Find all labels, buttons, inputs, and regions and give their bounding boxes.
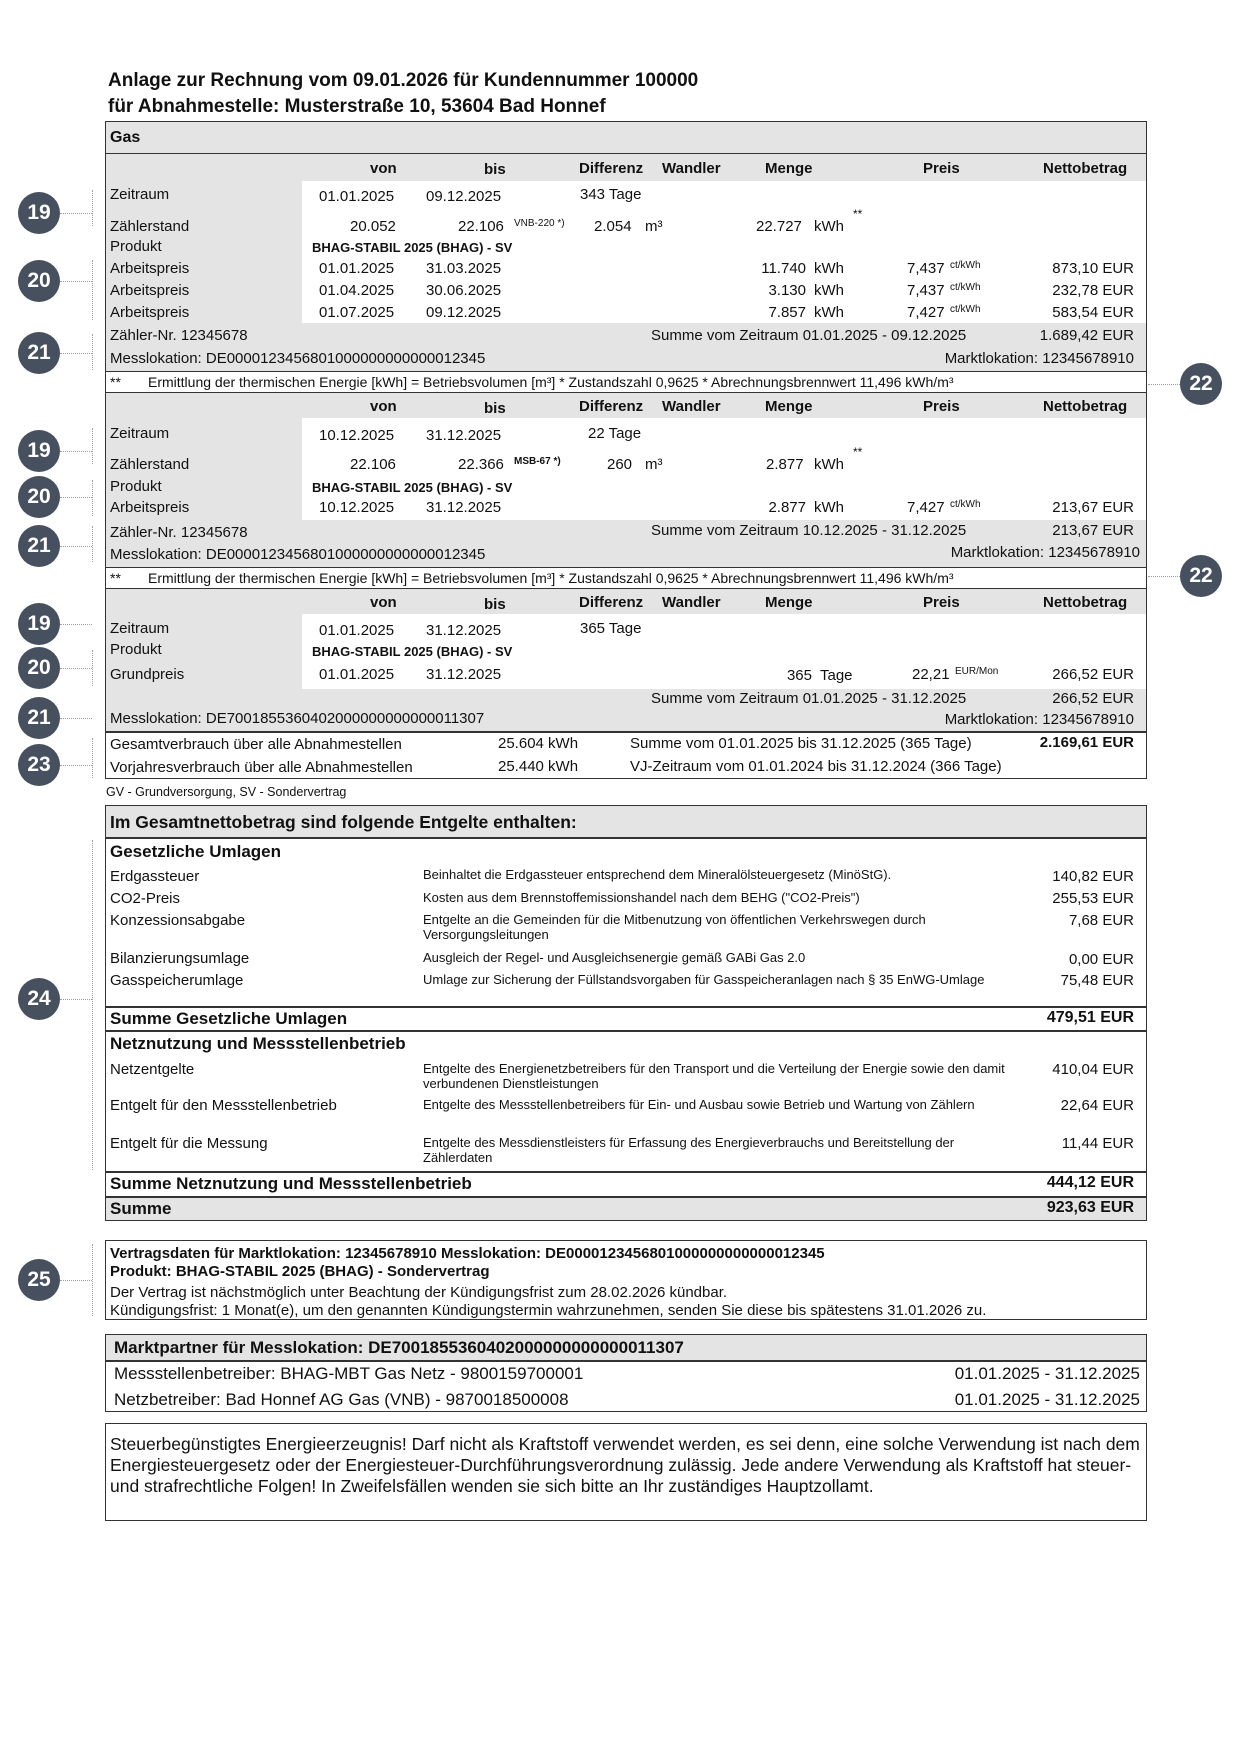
- messstellenbetreiber: Messstellenbetreiber: BHAG-MBT Gas Netz - 9800159700001: [114, 1364, 584, 1383]
- zeitraum-von: 01.01.2025: [319, 188, 395, 205]
- vorjahresverbrauch-value: 25.440 kWh: [498, 758, 579, 775]
- zaehlerstand-menge-unit: kWh: [814, 218, 844, 235]
- zaehlerstand-stars: **: [853, 207, 863, 221]
- vertragsdaten-produkt: Produkt: BHAG-STABIL 2025 (BHAG) - Sondervertrag: [110, 1263, 490, 1280]
- col-von: von: [370, 160, 397, 177]
- col-bis: bis: [484, 161, 506, 178]
- summe-zeitraum-label: Summe vom Zeitraum 01.01.2025 - 09.12.2025: [651, 327, 967, 344]
- entgelte-summe: 923,63 EUR: [1046, 1199, 1134, 1216]
- marktpartner-title: Marktpartner für Messlokation: DE7001855360402000000000000011307: [114, 1338, 684, 1357]
- netz-summe: 444,12 EUR: [1046, 1174, 1134, 1191]
- netzbetreiber-period: 01.01.2025 - 31.12.2025: [954, 1390, 1140, 1409]
- zeitraum-label: Zeitraum: [110, 186, 170, 203]
- col-preis: Preis: [923, 160, 960, 177]
- zaehlerstand-unit: m³: [645, 218, 663, 235]
- produkt-name: BHAG-STABIL 2025 (BHAG) - SV: [312, 240, 513, 255]
- gas-title: Gas: [110, 129, 141, 146]
- vertragsdaten-kuendbar: Der Vertrag ist nächstmöglich unter Beachtung der Kündigungsfrist zum 28.02.2026 kündbar.: [110, 1284, 728, 1301]
- summe-zeitraum: 1.689,42 EUR: [1039, 327, 1134, 344]
- marker-20: 20: [18, 647, 60, 689]
- netzbetreiber: Netzbetreiber: Bad Honnef AG Gas (VNB) - 9870018500008: [114, 1390, 569, 1409]
- abbreviation-footnote: GV - Grundversorgung, SV - Sondervertrag: [106, 785, 347, 799]
- marker-19: 19: [18, 430, 60, 472]
- zeitraum-bis: 09.12.2025: [426, 188, 502, 205]
- vertragsdaten-kuendigungsfrist: Kündigungsfrist: 1 Monat(e), um den genannten Kündigungstermin wahrzunehmen, senden Sie diese bis spätestens 31.01.2026 zu.: [110, 1302, 987, 1319]
- marker-21: 21: [18, 332, 60, 374]
- invoice-annex-title: Anlage zur Rechnung vom 09.01.2026 für Kundennummer 100000: [108, 70, 699, 91]
- marker-20: 20: [18, 476, 60, 518]
- zaehlerstand-bis: 22.106: [458, 218, 504, 235]
- vertragsdaten-line1: Vertragsdaten für Marktlokation: 12345678910 Messlokation: DE0000123456801000000000000012345: [110, 1245, 825, 1262]
- col-differenz: Differenz: [579, 160, 644, 177]
- marker-19: 19: [18, 603, 60, 645]
- marker-25: 25: [18, 1259, 60, 1301]
- zaehlerstand-sup: VNB-220 *): [514, 218, 565, 229]
- marker-23: 23: [18, 744, 60, 786]
- messstellenbetreiber-period: 01.01.2025 - 31.12.2025: [954, 1364, 1140, 1383]
- vorjahresverbrauch-label: Vorjahresverbrauch über alle Abnahmestellen: [110, 759, 413, 776]
- gesamtverbrauch-label: Gesamtverbrauch über alle Abnahmestellen: [110, 736, 402, 753]
- zaehlerstand-diff: 2.054: [594, 218, 632, 235]
- marker-20: 20: [18, 260, 60, 302]
- marker-21: 21: [18, 525, 60, 567]
- umlagen-summe: 479,51 EUR: [1046, 1009, 1134, 1026]
- zaehlerstand-menge: 22.727: [756, 218, 802, 235]
- zeitraum-diff: 343 Tage: [580, 186, 642, 203]
- steuer-hinweis: Steuerbegünstigtes Energieerzeugnis! Darf nicht als Kraftstoff verwendet werden, es sei denn, eine solche Verwendung ist nach dem Energiesteuergesetz oder der Energiesteuer-Durchführungsverordnung zulässig. Jede andere Verwendung als Kraftstoff hat steuer- und strafrechtliche Folgen! In Zweifelsfällen wenden sie sich bitte an Ihr zuständiges Hauptzollamt.: [110, 1434, 1140, 1496]
- umlagen-title: Gesetzliche Umlagen: [110, 842, 282, 861]
- col-wandler: Wandler: [662, 160, 721, 177]
- consumption-point-title: für Abnahmestelle: Musterstraße 10, 53604 Bad Honnef: [108, 96, 606, 117]
- vorjahr-zeitraum: VJ-Zeitraum vom 01.01.2024 bis 31.12.2024 (366 Tage): [630, 758, 1002, 775]
- gesamt-summe: 2.169,61 EUR: [1039, 734, 1134, 751]
- thermal-energy-note: Ermittlung der thermischen Energie [kWh] = Betriebsvolumen [m³] * Zustandszahl 0,9625 * Abrechnungsbrennwert 11,496 kWh/m³: [148, 374, 954, 390]
- marker-19: 19: [18, 192, 60, 234]
- marker-22: 22: [1180, 555, 1222, 597]
- netz-summe-label: Summe Netznutzung und Messstellenbetrieb: [110, 1174, 472, 1193]
- entgelte-title: Im Gesamtnettobetrag sind folgende Entgelte enthalten:: [110, 812, 577, 832]
- marker-24: 24: [18, 978, 60, 1020]
- netz-title: Netznutzung und Messstellenbetrieb: [110, 1034, 406, 1053]
- umlagen-summe-label: Summe Gesetzliche Umlagen: [110, 1009, 348, 1028]
- gesamtverbrauch-value: 25.604 kWh: [498, 735, 579, 752]
- produkt-label: Produkt: [110, 238, 162, 255]
- zaehler-nr: Zähler-Nr. 12345678: [110, 327, 248, 344]
- zaehlerstand-von: 20.052: [350, 218, 396, 235]
- col-menge: Menge: [765, 160, 813, 177]
- entgelte-summe-label: Summe: [110, 1199, 172, 1218]
- gesamt-summe-label: Summe vom 01.01.2025 bis 31.12.2025 (365 Tage): [630, 735, 972, 752]
- marker-21: 21: [18, 697, 60, 739]
- messlokation: Messlokation: DE0000123456801000000000000012345: [110, 350, 486, 367]
- marker-22: 22: [1180, 363, 1222, 405]
- zaehlerstand-label: Zählerstand: [110, 218, 190, 235]
- col-nettobetrag: Nettobetrag: [1043, 160, 1128, 177]
- marktlokation: Marktlokation: 12345678910: [944, 350, 1134, 367]
